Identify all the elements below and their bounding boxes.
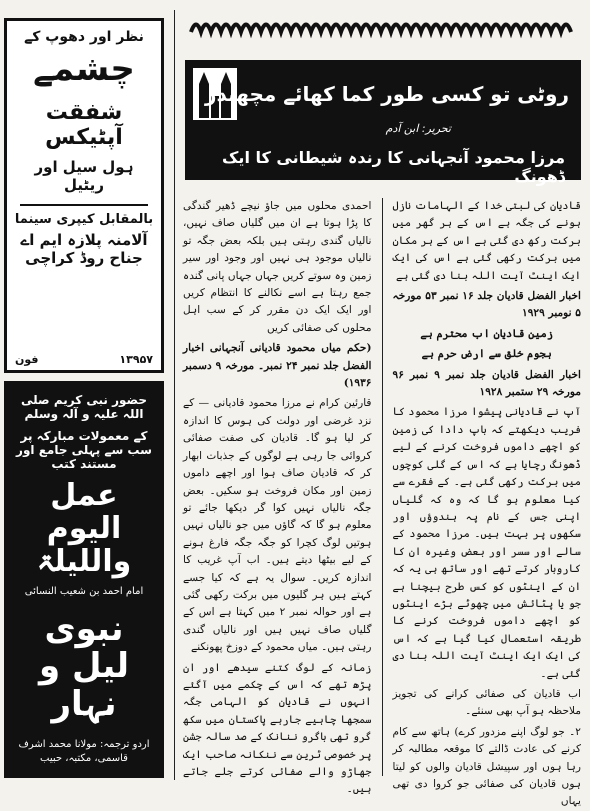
article-byline: تحریر: ابن آدم	[385, 122, 451, 135]
book-title-2: نبوی لیل و نہار	[39, 609, 129, 724]
paragraph: زمانہ کے لوگ کتنے سیدھے اور ان پڑھ تھے کہ اس کے چکمے میں آگئے انہوں نے قادیان کو الہامی جگہ سمجھا چاہیے جارہے پاکستان میں سکھ گرو تھی باگرو ننانک کے صد سالہ جشن پر خصوصی ٹرین سے ننکانہ صاحب ایک جھاڑو والے صفائی کرتے جلے جاتے ہیں۔	[183, 661, 372, 796]
ad-landmark: بالمقابل کیپری سینما	[14, 212, 154, 228]
verse-line: ہجوم خلق سے ارض حرم ہے	[421, 348, 552, 361]
article-section	[174, 10, 587, 808]
ad-phone-row	[15, 353, 153, 366]
citation: اخبار الفضل قادیان جلد نمبر ۹ نمبر ۹۶ مورخہ ۲۹ ستمبر ۱۹۲۸	[392, 368, 581, 399]
paragraph: آپ نے قادیانی پیشوا مرزا محمود کا فریب دیکھتے کہ باپ دادا کی زمین کو اچھے داموں فروخت کرنے کے لیے ڈھونگ رچایا ہے کہ اس کے گلی کوچوں میں برکت رکھی گئی ہے۔ کے فقرے سے کیا معلوم ہو گا کہ وہ کہ گلیاں اپنی جس کے نام پہ ہندوؤں اور سکھوں پر بہت ہیں۔ مرزا محمود کے سالے اور سسر اور بعض وغیرہ ان کا کاروبار کرتے تھے اور ساتھ ہی یہ کہ ان کے اینٹوں کو کس طرح بیچنا ہے جو یا پٹائش میں چھوٹے بڑے اینٹوں کو اچھے داموں فروخت کرنے کا طریقہ استعمال کیا گیا ہے کہ اس کی ایک ایک اینٹ آیت اللہ بنا دی گئی ہے۔	[392, 406, 581, 680]
book-ad-intro: حضور نبی کریم صلی اللہ علیہ و آلہ وسلم	[21, 393, 147, 421]
ad-headline: چشمے	[33, 49, 135, 89]
paragraph: قارئین کرام نے مرزا محمود قادیانی — کے نزد غرضی اور دولت کی ہوس کا اندازہ کر لیا ہو گا۔ قادیان کی صفت صفائی کروائی جا رہی ہے لوگوں کے جذبات ابھار کر کہ قادیان صاف ہوا اور اچھے داموں زمین اور مکان فروخت ہو سکیں۔ بعض جگہ نالیاں نہیں کوا گر دیکھا جائے تو معلوم ہو گا کہ گاؤں میں جو نالیاں نہیں ہوتیں لوگ کچرا کو جگہ جگہ فارغ ہونے کے لیے بیٹھا دیتے ہیں۔ اب آپ غریب کا اندازہ کریں۔ سوال یہ ہے کہ کیا جسے کہتے ہیں ہر گلیوں میں برکت رکھی گئی ہے اور حوالہ نمبر ۲ میں کہتا ہے اس کے گلیاں صاف نہیں ہیں اور نالیاں گندی رہتی ہیں۔ میاں محمود کے دوزخ پھونکنے	[183, 397, 372, 654]
ad-service: ہول سیل اور ریٹیل	[34, 158, 134, 195]
book-ad-description: کے معمولات مبارکہ پر سب سے پہلی جامع اور مستند کتب	[16, 429, 152, 471]
article-column-right	[392, 198, 582, 808]
paragraph: ۲۔ جو لوگ اپنے مزدور کرے) ہاتھ سے کام کرنے کی عادت ڈالتے کا موقعہ مطالبہ کر رہا ہوں اور سپیشل قادیان والوں کو لیتا ہوں قادیان کی صفائی جو کروا دی تھی یہاں	[392, 725, 581, 808]
article-subtitle: مرزا محمود آنجہانی کا رندہ شیطانی کا ایک ڈھونگ	[222, 148, 565, 186]
verse-line: زمین قادیان اب محترم ہے	[420, 327, 554, 340]
book-title-1: عمل الیوم واللیلۃ	[36, 478, 132, 579]
ad-tagline: نظر اور دھوپ کے	[24, 29, 144, 45]
citation: اخبار الفضل قادیان جلد ۱۶ نمبر ۵۳ مورخہ ۵ نومبر ۱۹۲۹	[392, 290, 581, 320]
citation: (حکم میاں محمود قادیانی آنجہانی اخبار الفضل جلد نمبر ۲۴ نمبر۔ مورخہ ۹ دسمبر ۱۹۳۶)	[183, 342, 372, 390]
decorative-border	[175, 10, 587, 44]
ad-address: آلامنہ پلازہ ایم اے جناح روڈ کراچی	[20, 231, 148, 268]
ad-phone-number: ۱۳۹۵۷	[119, 353, 153, 366]
zigzag-ornament-icon	[191, 17, 571, 37]
ad-company-name: شفقت آپٹیکس	[45, 100, 123, 151]
book-author: امام احمد بن شعیب النسائی	[24, 586, 144, 597]
ad-divider	[20, 204, 148, 206]
article-body	[183, 198, 581, 808]
paragraph: اب قادیان کی صفائی کرانے کی تجویز ملاحظہ ہو آپ بھی سنئے۔	[392, 687, 581, 718]
book-translator: اردو ترجمہ: مولانا محمد اشرف قاسمی، مکتبہ، حبیب	[18, 739, 150, 764]
optics-advertisement	[4, 18, 164, 373]
ad-phone-label: فون	[15, 353, 39, 366]
article-title: روٹی تو کسی طور کما کھائے مچھندر	[205, 82, 569, 106]
article-header	[185, 60, 581, 186]
paragraph: احمدی محلوں میں جاؤ نیچے ڈھیر گندگی کا پڑا ہوتا ہے ان میں گلیاں صاف نہیں، نالیاں گندی رہتی ہیں بلکہ بعض جگہ تو نالیاں موجود ہی نہیں اور وجود اور سیر زمین وہ سوتے کریں جہاں جہاں پانی گندہ جمع رہتا ہے اسے نکالنے کا انتظام کریں اور ایک ایک دن مقرر کر کے سب اہل محلوں کی صفائی کریں	[183, 200, 372, 334]
article-column-left	[183, 198, 372, 796]
column-divider	[382, 198, 383, 776]
book-advertisement	[4, 381, 164, 778]
advertisement-column	[4, 18, 164, 778]
paragraph: قادیان کی لبتی خدا کے الہامات نازل ہونے کی جگہ ہے اس کے ہر گھر میں برکت رکھ دی گئی ہے اس کے ہر مکان میں برکت رکھی گئی ہے اس کی ایک ایک اینٹ آیت اللہ بنا دی گئی ہے	[392, 200, 581, 282]
